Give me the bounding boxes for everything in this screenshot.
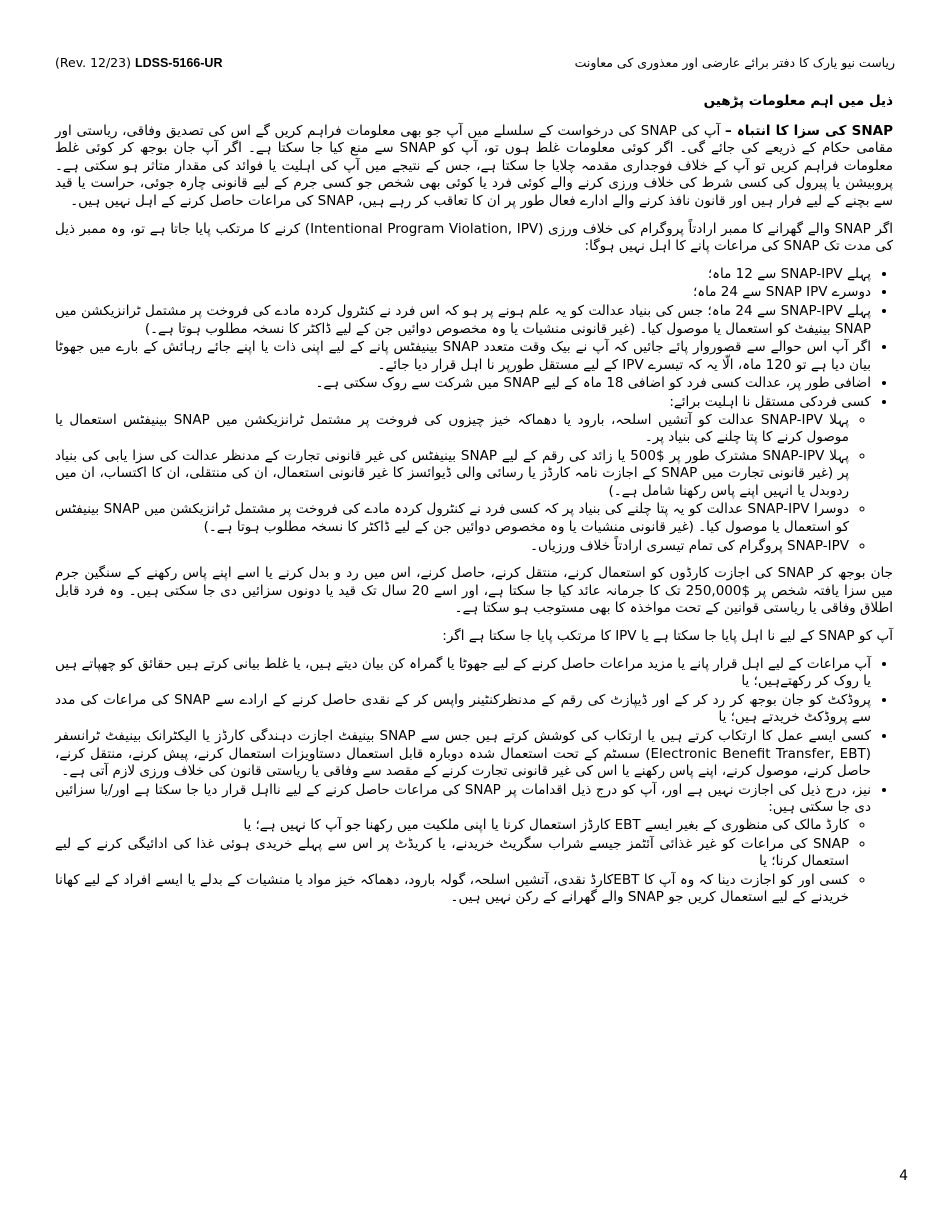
list-item: • اضافی طور پر، عدالت کسی فرد کو اضافی 18 ماہ کے لیے SNAP میں شرکت سے روک سکتی ہے۔ xyxy=(55,375,871,393)
list-item: • پہلے SNAP-IPV سے 24 ماہ؛ جس کی بنیاد عدالت کو یہ علم ہونے پر ہو کہ اس فرد نے کنٹرول کردہ مادے کی فروخت پر مشتمل ٹرانزیکشن میں SNAP بینیفٹ کو استعمال یا موصول کیا۔ (غیر قانونی منشیات یا وہ مخصوص دوائیں جن کے لیے ڈاکٹر کا نسخہ مطلوب ہوتا ہے۔) xyxy=(55,303,871,338)
misuse-penalty-paragraph: جان بوجھ کر SNAP کی اجازت کارڈوں کو استعمال کرنے، منتقل کرنے، حاصل کرنے، اس میں رد و بدل کرنے یا اسے اپنے پاس رکھنے کے سنگین جرم میں سزا یافتہ شخص پر $250,000 تک کا جرمانہ عائد کیا جا سکتا ہے، اور اسے 20 سال تک قید یا دونوں سزائیں دی جا سکتی ہیں۔ وہ فرد قابل اطلاق وفاقی یا ریاستی قوانین کے تحت مواخذہ کا بھی مستوجب ہو سکتا ہے۔ xyxy=(55,565,894,617)
list-item-label: نیز، درج ذیل کی اجازت نہیں ہے اور، آپ کو درج ذیل اقدامات پر SNAP کی مراعات حاصل کرنے کے لیے نااہل قرار دیا جا سکتا ہے اور/یا سزائیں دی جا سکتی ہیں: xyxy=(55,781,871,816)
list-item: • دوسرے SNAP IPV سے 24 ماہ؛ xyxy=(55,284,871,302)
document-body xyxy=(55,93,893,917)
list-item-label: کسی فردکی مستقل نا اہلیت برائے: xyxy=(669,393,871,410)
form-revision xyxy=(55,55,222,71)
ineligible-conditions-list xyxy=(55,656,893,907)
revision-date: (Rev. 12/23) xyxy=(55,55,131,70)
section-heading: ذیل میں اہم معلومات پڑھیں xyxy=(703,93,893,109)
list-item-not-allowed xyxy=(55,782,871,907)
ineligible-intro-paragraph: آپ کو SNAP کے لیے نا اہل پایا جا سکتا ہے یا IPV کا مرتکب پایا جا سکتا ہے اگر: xyxy=(442,628,893,645)
ipv-penalty-list xyxy=(55,266,893,556)
list-item: ◦ SNAP-IPV پروگرام کی تمام تیسری ارادتاً خلاف ورزیاں۔ xyxy=(55,538,849,556)
list-item-permanent xyxy=(55,394,871,555)
penalty-warning-lead: SNAP کی سزا کا انتباہ – xyxy=(724,122,893,139)
list-item: ◦ کسی اور کو اجازت دینا کہ وہ آپ کا EBTکارڈ نقدی، آتشیں اسلحہ، گولہ بارود، دھماکہ خیز مواد یا منشیات کے بدلے یا ایسے افراد کے لیے کھانا خریدنے کے لیے استعمال کریں جو SNAP والے گھرانے کے رکن نہیں ہیں۔ xyxy=(55,872,849,907)
permanent-disqualification-list xyxy=(55,412,871,556)
list-item: • اگر آپ اس حوالے سے قصوروار پائے جائیں کہ آپ نے بیک وقت متعدد SNAP بینیفٹس پانے کے لیے اپنی ذات یا اپنے جائے رہائش کے بارے میں جھوٹا بیان دیا ہے تو 120 ماہ، الّا یہ کہ تیسرے IPV کے لیے مستقل طورپر نا اہل قرار دیا جائے۔ xyxy=(55,339,871,374)
list-item: • پروڈکٹ کو جان بوجھ کر رد کر کے اور ڈیپازٹ کی رقم کے مدنظرکنٹینر واپس کر کے نقدی حاصل کرنے کے ارادے سے SNAP کی مراعات کی مدد سے پروڈکٹ خریدتے ہیں؛ یا xyxy=(55,692,871,727)
list-item: ◦ SNAP کی مراعات کو غیر غذائی آئٹمز جیسے شراب سگریٹ خریدنے، یا کریڈٹ پر اس سے پہلے خریدی ہوئی غذا کی ادائیگی کرنے کے لیے استعمال کرنا؛ یا xyxy=(55,836,849,871)
page-number: 4 xyxy=(899,1168,908,1184)
list-item: • پہلے SNAP-IPV سے 12 ماہ؛ xyxy=(55,266,871,284)
penalty-warning-text: آپ کی SNAP کی درخواست کے سلسلے میں آپ جو بھی معلومات فراہم کریں گے اس کی تصدیق وفاقی، ریاستی اور مقامی حکام کے ذریعے کی جائے گی۔ اگر کوئی معلومات غلط ہوں تو، آپ کو SNAP سے منع کیا جا سکتا ہے۔ اگر آپ جان بوجھ کر کوئی غلط معلومات فراہم کریں تو آپ کے خلاف فوجداری مقدمہ چلایا جا سکتا ہے، جس کے نتیجے میں آپ کی اہلیت یا فوائد کی مقدار متاثر ہو سکتی ہے۔ پروبیشن یا پیرول کی کسی شرط کی خلاف ورزی کرنے والے کوئی فرد یا کوئی بھی شخص جو کسی جرم کے لیے قانونی چارہ جوئی، حراست یا قید سے بچنے کے لیے فرار ہیں اور قانون نافذ کرنے والے ادارے فعال طور پر ان کا تعاقب کر رہے ہیں، SNAP کی مراعات حاصل کرنے کے اہل نہیں ہیں۔ xyxy=(55,122,893,209)
ipv-intro-paragraph: اگر SNAP والے گھرانے کا ممبر ارادتاً پروگرام کی خلاف ورزی (Intentional Program Violation, IPV) کرنے کا مرتکب پایا جاتا ہے تو، وہ ممبر ذیل کی مدت تک SNAP کی مراعات پانے کا اہل نہیں ہوگا: xyxy=(55,220,894,255)
not-allowed-list xyxy=(55,817,871,907)
agency-name: ریاست نیو یارک کا دفتر برائے عارضی اور معذوری کی معاونت xyxy=(574,55,895,70)
list-item: ◦ کارڈ مالک کی منظوری کے بغیر ایسے EBT کارڈز استعمال کرنا یا اپنی ملکیت میں رکھنا جو آپ کا نہیں ہے؛ یا xyxy=(55,817,849,835)
form-number: LDSS-5166-UR xyxy=(134,56,223,70)
list-item: • آپ مراعات کے لیے اہل قرار پانے یا مزید مراعات حاصل کرنے کے لیے جھوٹا یا گمراہ کن بیان دیتے ہیں، یا غلط بیانی کرتے ہیں حقائق کو چھپاتے ہیں یا روک کر رکھتےہیں؛ یا xyxy=(55,656,871,691)
page-header xyxy=(55,55,895,71)
list-item: ◦ پہلا SNAP-IPV عدالت کو آتشیں اسلحہ، بارود یا دھماکہ خیز چیزوں کی فروخت پر مشتمل ٹرانزیکشن میں SNAP بینیفٹس استعمال یا موصول کرنے کا پتا چلنے کی بنیاد پر۔ xyxy=(55,412,849,447)
list-item: • کسی ایسے عمل کا ارتکاب کرتے ہیں یا ارتکاب کی کوشش کرتے ہیں جس سے SNAP بینیفٹ اجازت دہندگی کارڈز یا الیکٹرانک بینیفٹ ٹرانسفر (Electronic Benefit Transfer, EBT) سسٹم کے تحت استعمال شدہ دوبارہ قابل استعمال دستاویزات استعمال کرنے، پیش کرنے، منتقل کرنے، حاصل کرنے، موصول کرنے، اپنے پاس رکھنے یا اس کی غیر قانونی تجارت کرنے کے مقصد سے وفاقی یا ریاستی قانون کی خلاف ورزی لازم آتی ہے۔ xyxy=(55,728,871,781)
list-item: ◦ دوسرا SNAP-IPV عدالت کو یہ پتا چلنے کی بنیاد پر کہ کسی فرد نے کنٹرول کردہ مادے کی فروخت پر مشتمل ٹرانزیکشن میں SNAP بینیفٹس کو استعمال یا موصول کیا۔ (غیر قانونی منشیات یا وہ مخصوص دوائیں جن کے لیے ڈاکٹر کا نسخہ مطلوب ہوتا ہے۔) xyxy=(55,501,849,536)
list-item: ◦ پہلا SNAP-IPV مشترک طور پر $500 یا زائد کی رقم کے لیے SNAP بینیفٹس کی غیر قانونی تجارت کے مدنظر عدالت کی سزا یابی کی بنیاد پر (غیر قانونی تجارت میں SNAP کے اجازت نامہ کارڈز یا رسائی والی ڈیوائسز کا غیر قانونی استعمال، ان کی منتقلی، ان کا اکتساب، ان میں ردوبدل یا انہیں اپنے پاس رکھنا شامل ہے۔) xyxy=(55,448,849,501)
penalty-warning-paragraph xyxy=(55,123,893,211)
